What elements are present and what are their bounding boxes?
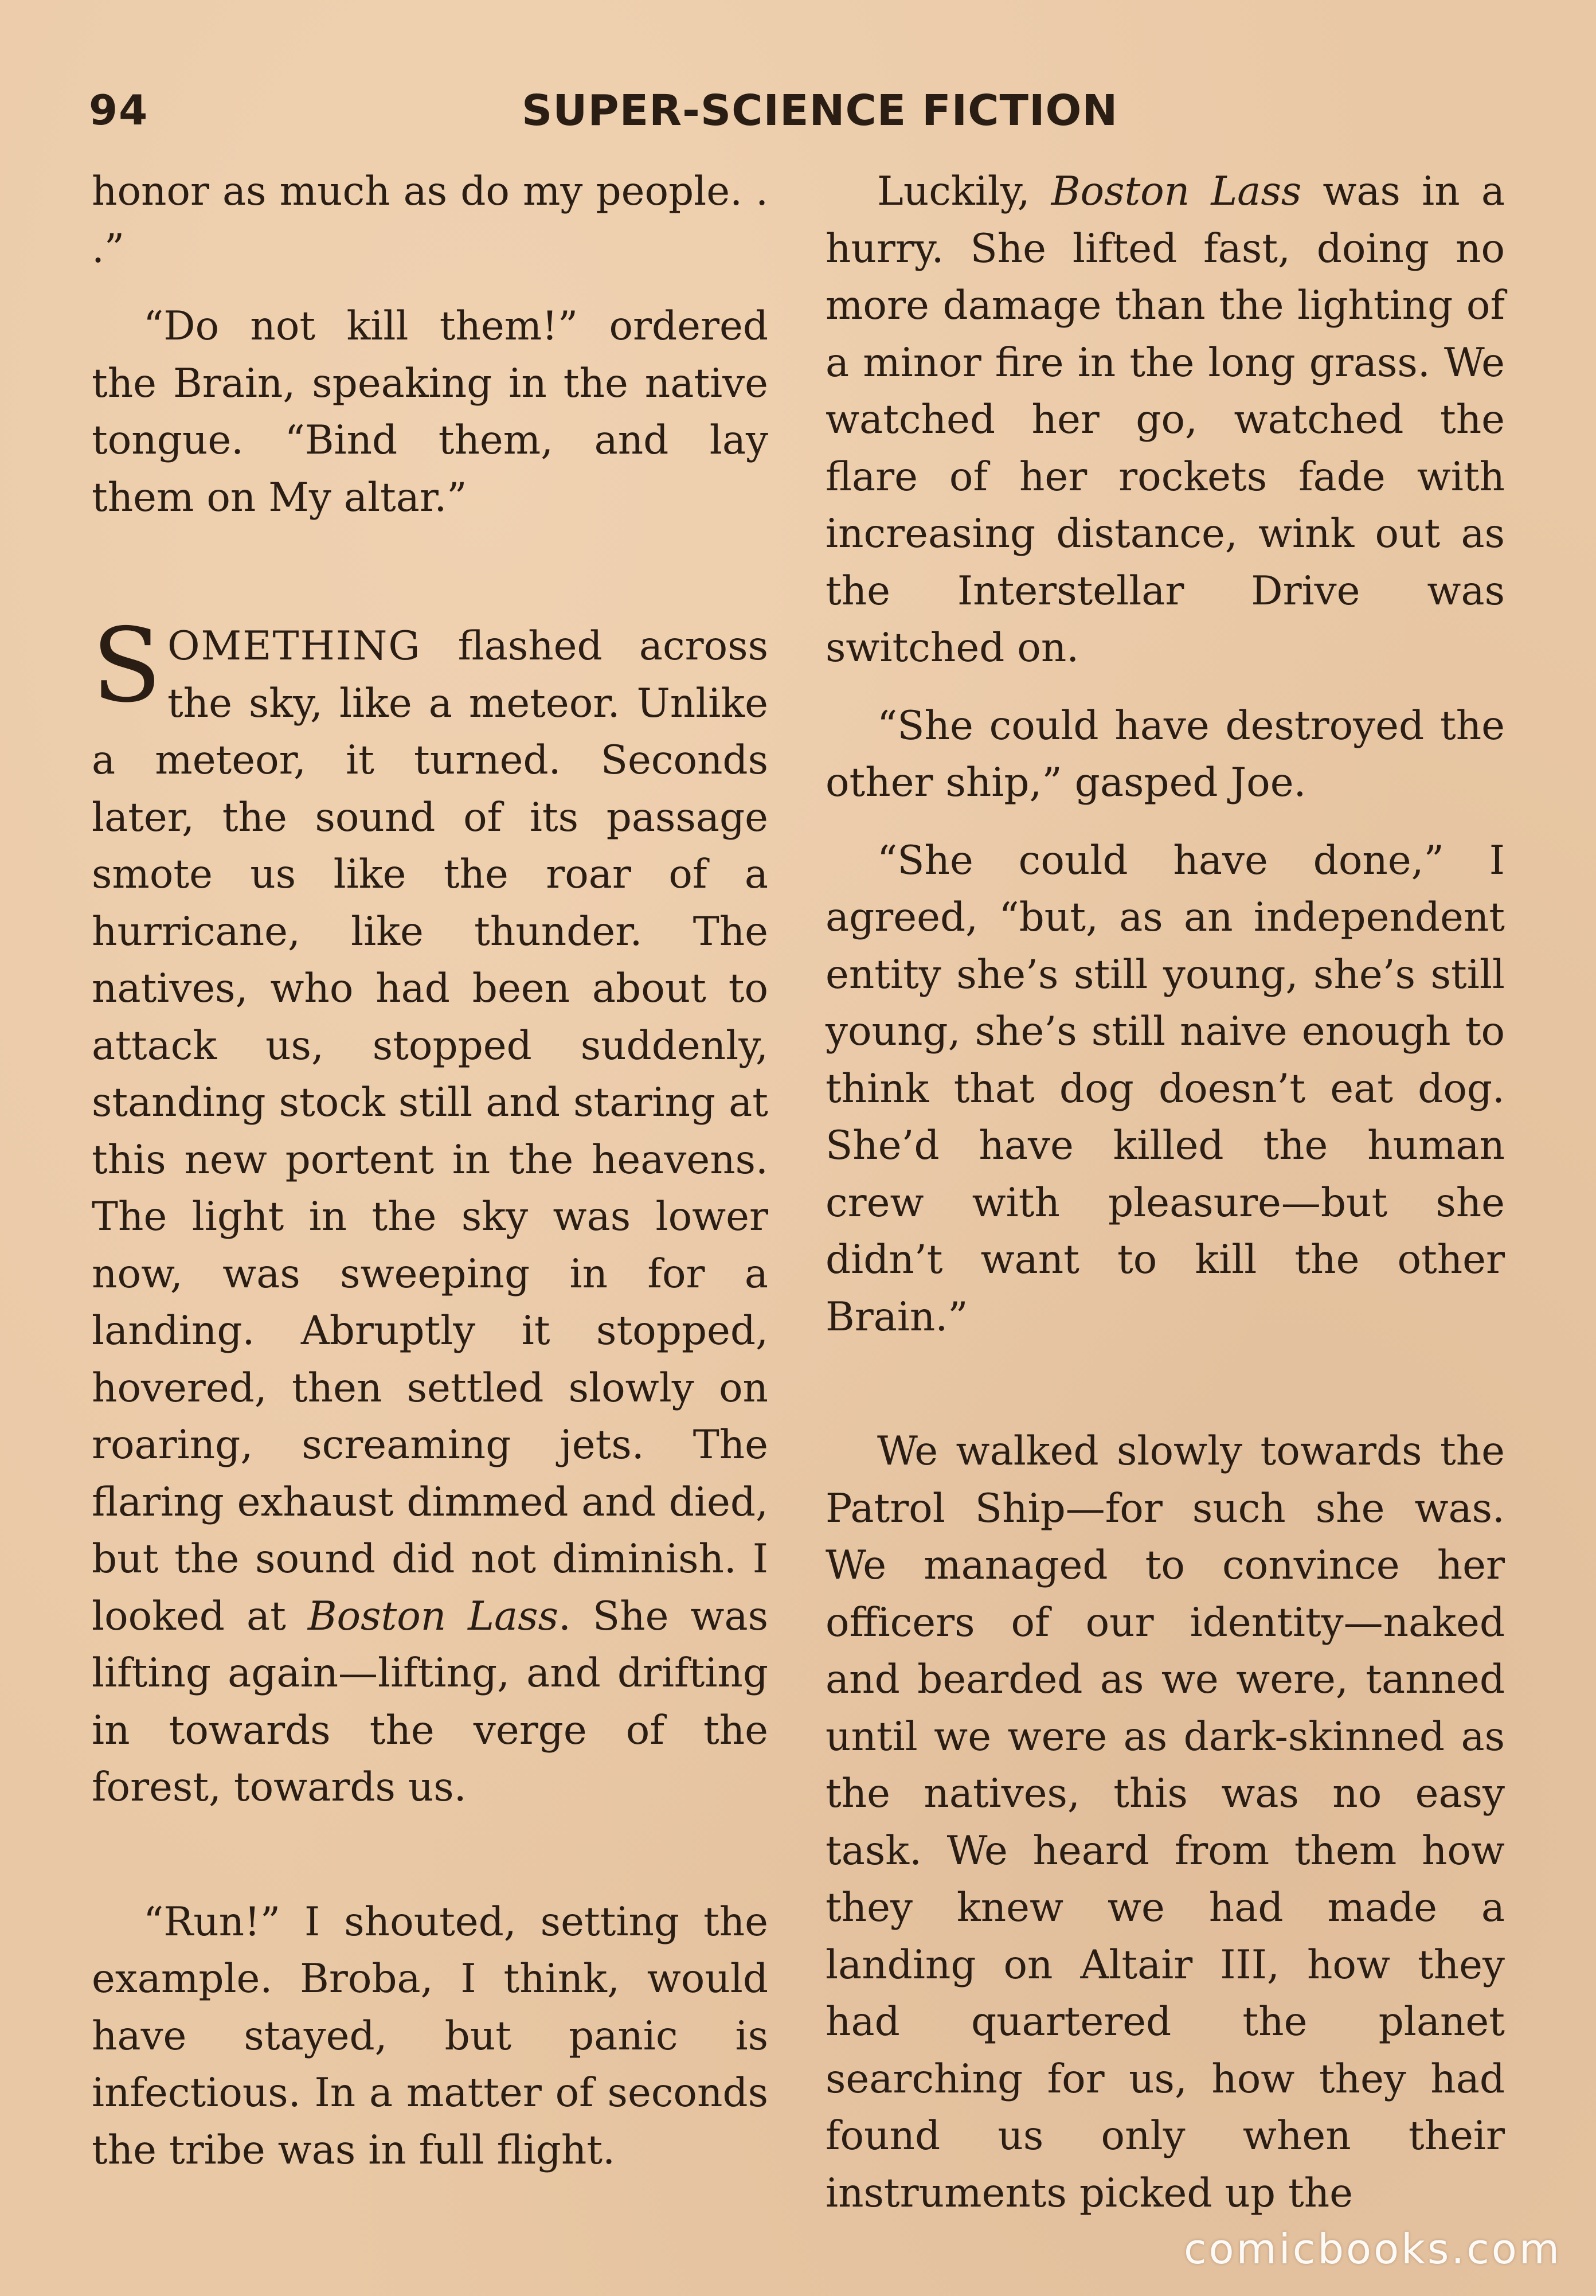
paragraph: honor as much as do my people. . .” — [92, 169, 768, 272]
paragraph — [826, 163, 1505, 677]
page-header — [86, 86, 1513, 149]
magazine-title: SUPER-SCIENCE FICTION — [522, 86, 1118, 135]
lead-word: OMETHING — [167, 623, 421, 669]
paragraph: “Run!” I shouted, setting the example. Broba, I think, would have stayed, but panic is infectious. In a matter of seconds the tribe was in full flight. — [92, 1899, 768, 2173]
paragraph: We walked slowly towards the Patrol Ship—for such she was. We managed to convince her officers of our identity—naked and bearded as we were, tanned until we were as dark-skinned as the natives, this was no easy task. We heard from them how they knew we had made a landing on Altair III, how they had quartered the planet searching for us, how they had found us only when their instruments picked up the — [826, 1428, 1505, 2216]
right-column — [826, 163, 1505, 2222]
ship-name: Boston Lass — [1051, 169, 1302, 214]
left-column — [92, 163, 768, 2179]
paragraph-text: flashed across the sky, like a meteor. Unlike a meteor, it turned. Seconds later, the sound of its passage smote us like the roar of a hurricane, like thunder. The natives, who had been about to attack us, stopped suddenly, standing stock still and staring at this new portent in the heavens. The light in the sky was lower now, was sweeping in for a landing. Abruptly it stopped, hovered, then settled slowly on roaring, screaming jets. The flaring exhaust dimmed and died, but the sound did not diminish. I looked at — [92, 623, 768, 1639]
paragraph: “Do not kill them!” ordered the Brain, speaking in the native tongue. “Bind them, and lay them on My altar.” — [92, 303, 768, 521]
paragraph-text: Luckily, — [877, 169, 1051, 214]
paragraph-text: was in a hurry. She lifted fast, doing no more damage than the lighting of a minor fire in the long grass. We watched her go, watched the flare of her rockets fade with increasing distance, wink out as the Interstellar Drive was switched on. — [826, 169, 1505, 671]
section-opening-paragraph — [92, 606, 769, 1817]
paragraph-text: . She was lifting again—lifting, and drifting in towards the verge of the forest, towards us. — [92, 1593, 769, 1810]
paragraph: “She could have done,” I agreed, “but, as an independent entity she’s still young, she’s still young, she’s still naive enough to think that dog doesn’t eat dog. She’d have killed the human crew with pleasure—but she didn’t want to kill the other Brain.” — [826, 837, 1505, 1340]
drop-cap: S — [92, 606, 162, 725]
watermark: comicbooks.com — [1183, 2225, 1562, 2273]
ship-name: Boston Lass — [307, 1593, 558, 1639]
page-number: 94 — [89, 86, 149, 134]
paragraph: “She could have destroyed the other ship,” gasped Joe. — [826, 702, 1505, 806]
